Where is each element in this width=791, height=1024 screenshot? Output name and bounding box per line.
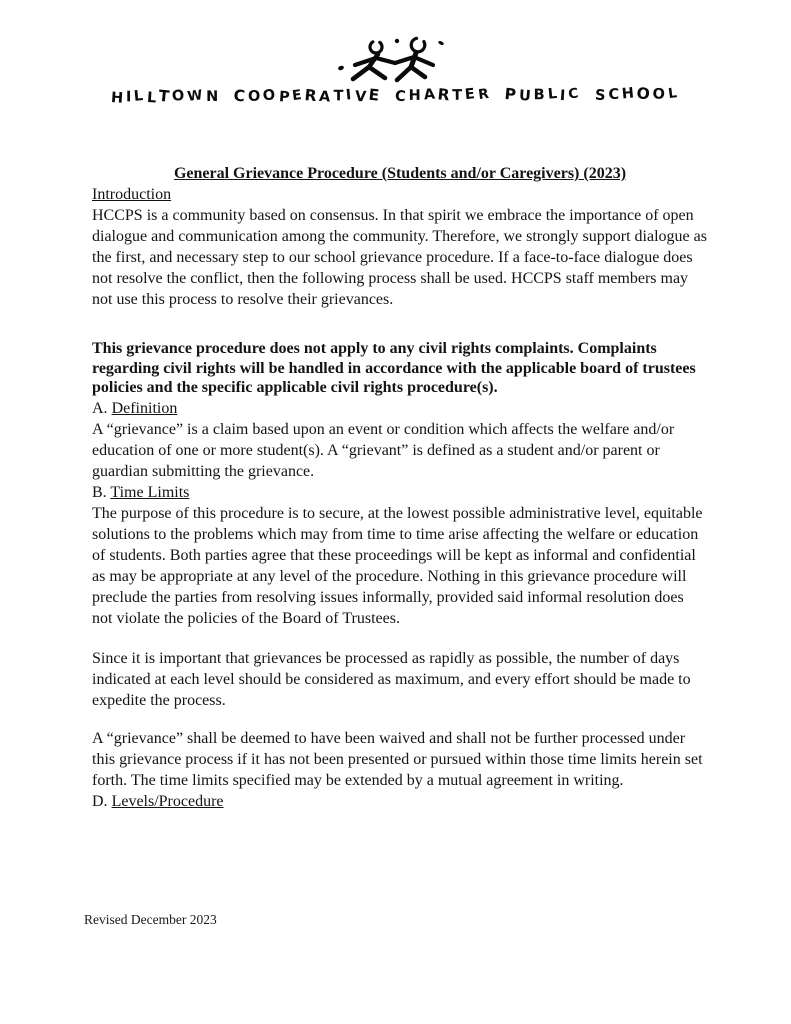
section-heading-text: Introduction xyxy=(92,186,172,203)
document-title: General Grievance Procedure (Students and/or Caregivers) (2023) xyxy=(173,165,627,182)
section-label: D. xyxy=(92,792,108,810)
section-heading-introduction xyxy=(92,184,708,205)
time-limits-paragraph-1: The purpose of this procedure is to secure, at the lowest possible administrative level, equitable solutions to the problems which may from time to time arise affecting the welfare or education of students. Both parties agree that these proceedings will be kept as informal and confidential as may be appropriate at any level of the procedure. Nothing in this grievance procedure will preclude the parties from resolving issues informally, provided said informal resolution does not violate the policies of the Board of Trustees. xyxy=(92,504,703,627)
introduction-paragraph: HCCPS is a community based on consensus. In that spirit we embrace the importance of open dialogue and communication among the community. Therefore, we strongly support dialogue as the first, and necessary step to our school grievance procedure. If a face-to-face dialogue does not resolve the conflict, then the following process shall be used. HCCPS staff members may not use this process to resolve their grievances. xyxy=(92,207,707,308)
two-dancing-children-icon xyxy=(321,34,471,86)
section-label: B. xyxy=(92,483,107,501)
civil-rights-notice-paragraph: This grievance procedure does not apply to any civil rights complaints. Complaints regarding civil rights will be handled in accordance with the applicable board of trustees policies and the specific applicable civil rights procedure(s). xyxy=(92,340,696,396)
section-label: A. xyxy=(92,399,108,417)
section-heading-text: Time Limits xyxy=(110,483,190,501)
section-heading-definition xyxy=(92,398,708,419)
revision-footer: Revised December 2023 xyxy=(84,912,217,927)
time-limits-paragraph-2: Since it is important that grievances be processed as rapidly as possible, the number of days indicated at each level should be considered as maximum, and every effort should be made to expedite the process. xyxy=(92,649,691,709)
section-heading-time-limits xyxy=(92,482,708,503)
school-header xyxy=(0,34,791,107)
section-heading-levels-procedure xyxy=(92,791,708,812)
document-content xyxy=(92,163,708,812)
time-limits-paragraph-3: A “grievance” shall be deemed to have been waived and shall not be further processed under this grievance process if it has not been presented or pursued within those time limits herein set forth. The time limits specified may be extended by a mutual agreement in writing. xyxy=(92,729,703,789)
section-heading-text: Definition xyxy=(111,399,178,417)
school-name: HILLTOWN COOPERATIVE CHARTER PUBLIC SCHOOL xyxy=(110,85,681,107)
section-heading-text: Levels/Procedure xyxy=(111,792,224,810)
definition-paragraph: A “grievance” is a claim based upon an event or condition which affects the welfare and/or education of one or more student(s). A “grievant” is defined as a student and/or parent or guardian submitting the grievance. xyxy=(92,420,675,480)
